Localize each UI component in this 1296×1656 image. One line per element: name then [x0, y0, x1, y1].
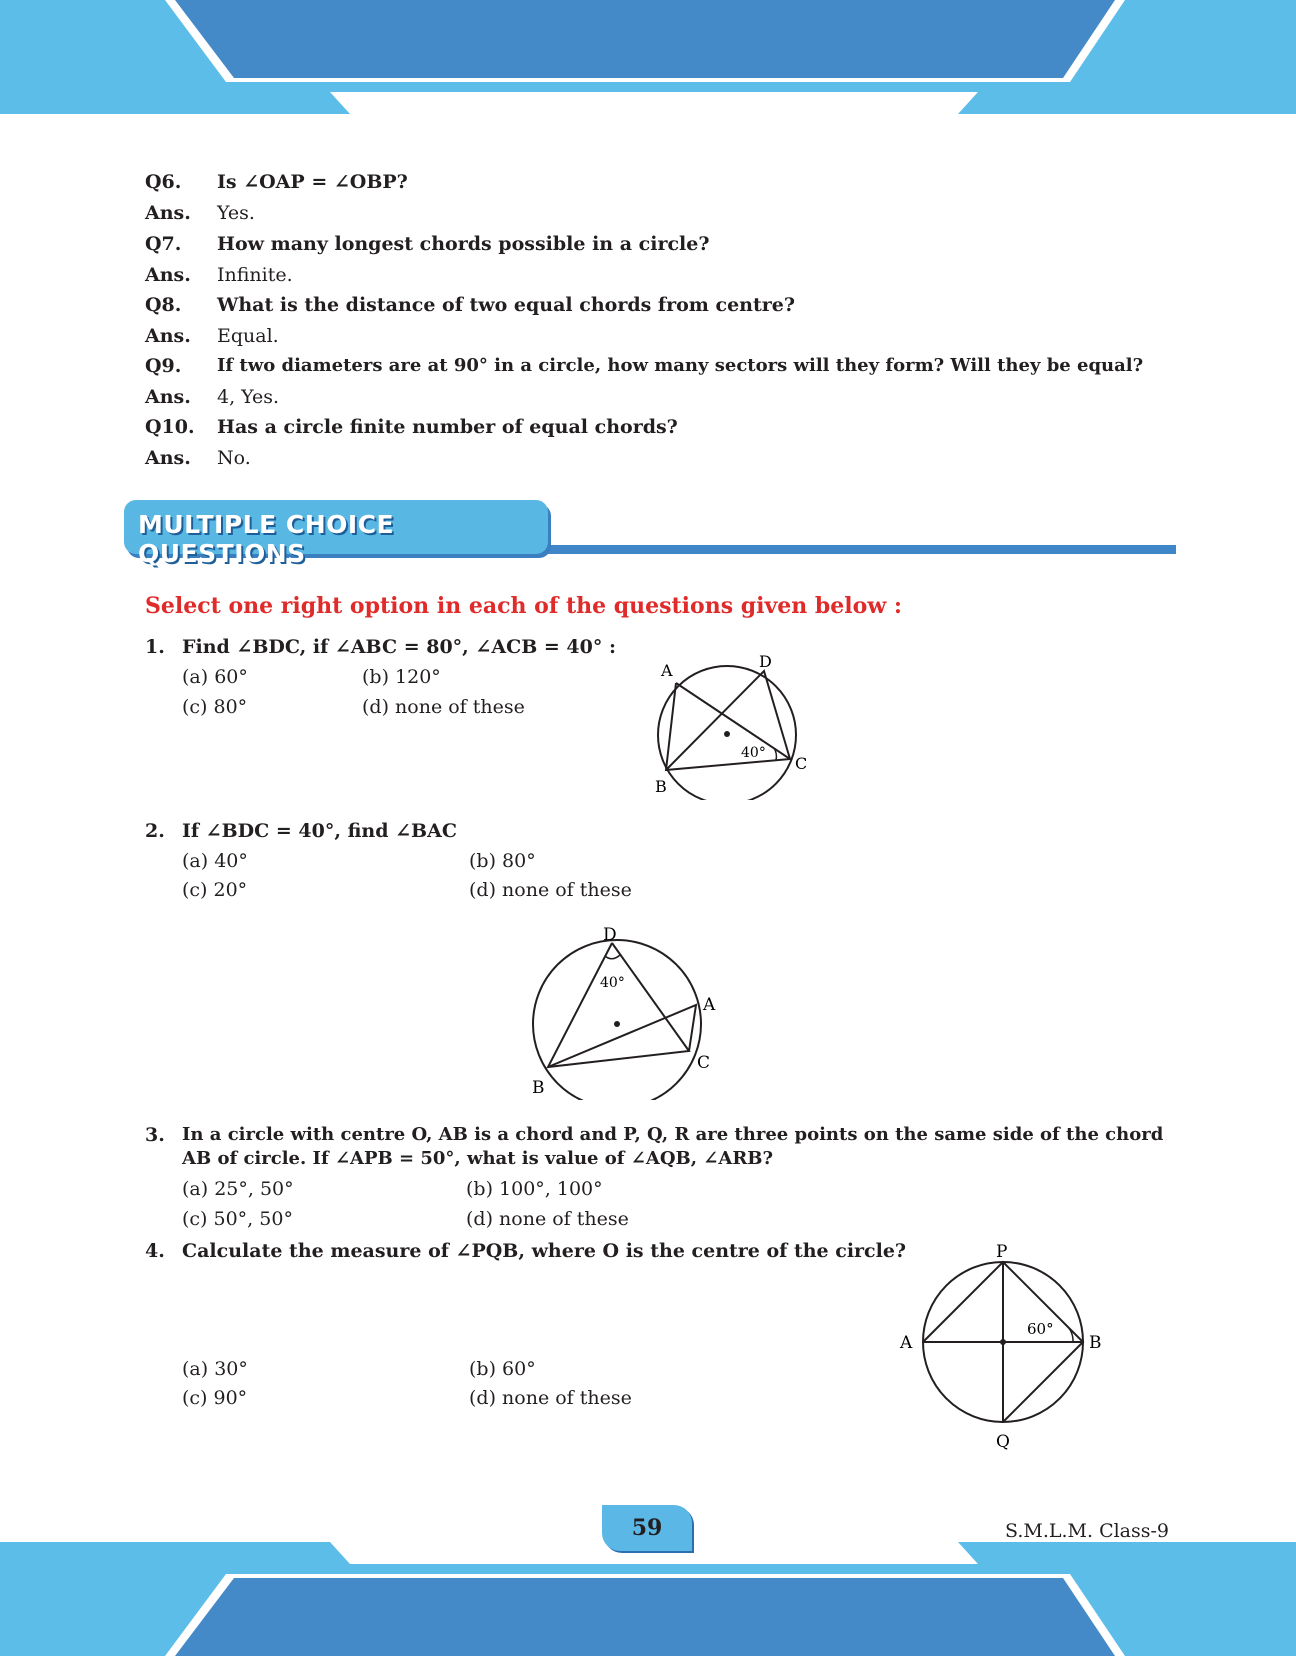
option-a: (a) 30°	[182, 1358, 248, 1380]
section-heading	[124, 500, 548, 568]
bottom-banner	[0, 1536, 1296, 1656]
centre-dot	[724, 731, 730, 737]
point-label-d: D	[603, 925, 617, 945]
circle	[533, 940, 701, 1100]
option-d: (d) none of these	[469, 879, 632, 901]
angle-label: 40°	[600, 975, 625, 991]
qa-label: Ans.	[145, 447, 191, 469]
qa-text: Has a circle finite number of equal chords?	[217, 416, 678, 438]
qa-label: Ans.	[145, 264, 191, 286]
question-text-line2: AB of circle. If ∠APB = 50°, what is value of ∠AQB, ∠ARB?	[182, 1148, 774, 1169]
qa-label: Q8.	[145, 294, 182, 316]
option-b: (b) 120°	[362, 666, 441, 688]
qa-label: Q7.	[145, 233, 182, 255]
option-d: (d) none of these	[469, 1387, 632, 1409]
centre-dot	[614, 1021, 620, 1027]
qa-text: Yes.	[217, 202, 255, 224]
qa-label: Ans.	[145, 325, 191, 347]
option-c: (c) 90°	[182, 1387, 248, 1409]
instruction: Select one right option in each of the questions given below :	[145, 593, 903, 619]
section-title: MULTIPLE CHOICE QUESTIONS	[138, 510, 395, 568]
option-d: (d) none of these	[362, 696, 525, 718]
qa-text: 4, Yes.	[217, 386, 280, 408]
question-text: If ∠BDC = 40°, find ∠BAC	[182, 820, 457, 842]
point-label-b: B	[655, 777, 667, 796]
figure-q1	[640, 650, 820, 800]
qa-text: Equal.	[217, 325, 279, 347]
question-number: 3.	[145, 1124, 165, 1146]
figure-q2	[520, 915, 740, 1100]
question-number: 1.	[145, 636, 165, 658]
qa-text: Is ∠OAP = ∠OBP?	[217, 171, 408, 193]
top-banner	[0, 0, 1296, 120]
centre-dot	[1000, 1339, 1006, 1345]
point-label-a: A	[661, 661, 673, 680]
question-number: 2.	[145, 820, 165, 842]
point-label-c: C	[795, 754, 808, 773]
point-label-d: D	[759, 652, 772, 671]
question-text: Find ∠BDC, if ∠ABC = 80°, ∠ACB = 40° :	[182, 636, 616, 658]
question-number: 4.	[145, 1240, 165, 1262]
qa-label: Ans.	[145, 386, 191, 408]
point-label-b: B	[532, 1078, 545, 1098]
book-title: S.M.L.M. Class-9	[1005, 1520, 1170, 1542]
option-c: (c) 80°	[182, 696, 248, 718]
qa-text: Infinite.	[217, 264, 293, 286]
question-text: Calculate the measure of ∠PQB, where O is the centre of the circle?	[182, 1240, 907, 1262]
triangle-dbc	[548, 943, 689, 1067]
option-a: (a) 25°, 50°	[182, 1178, 294, 1200]
page-number: 59	[602, 1505, 692, 1551]
option-a: (a) 60°	[182, 666, 248, 688]
point-label-c: C	[697, 1053, 711, 1073]
triangle-bdc	[666, 671, 790, 770]
qa-label: Ans.	[145, 202, 191, 224]
figure-q4	[890, 1235, 1120, 1460]
option-b: (b) 100°, 100°	[466, 1178, 603, 1200]
point-label-a: A	[900, 1333, 913, 1353]
option-d: (d) none of these	[466, 1208, 629, 1230]
qa-label: Q9.	[145, 355, 182, 377]
point-label-p: P	[996, 1242, 1008, 1262]
qa-label: Q10.	[145, 416, 195, 438]
angle-label: 40°	[741, 745, 766, 761]
section-rule	[548, 545, 1176, 554]
angle-label: 60°	[1027, 1320, 1054, 1338]
option-b: (b) 80°	[469, 850, 536, 872]
option-c: (c) 20°	[182, 879, 248, 901]
point-label-q: Q	[996, 1432, 1010, 1452]
option-b: (b) 60°	[469, 1358, 536, 1380]
qa-text: What is the distance of two equal chords from centre?	[217, 294, 795, 316]
qa-text: How many longest chords possible in a circle?	[217, 233, 710, 255]
angle-arc	[605, 955, 620, 959]
qa-label: Q6.	[145, 171, 182, 193]
option-c: (c) 50°, 50°	[182, 1208, 293, 1230]
qa-text: No.	[217, 447, 251, 469]
option-a: (a) 40°	[182, 850, 248, 872]
point-label-a: A	[703, 995, 716, 1015]
qa-text: If two diameters are at 90° in a circle, how many sectors will they form? Will they be equal?	[217, 355, 1144, 376]
question-text-line1: In a circle with centre O, AB is a chord and P, Q, R are three points on the same side of the chord	[182, 1124, 1164, 1145]
point-label-b: B	[1089, 1333, 1102, 1353]
